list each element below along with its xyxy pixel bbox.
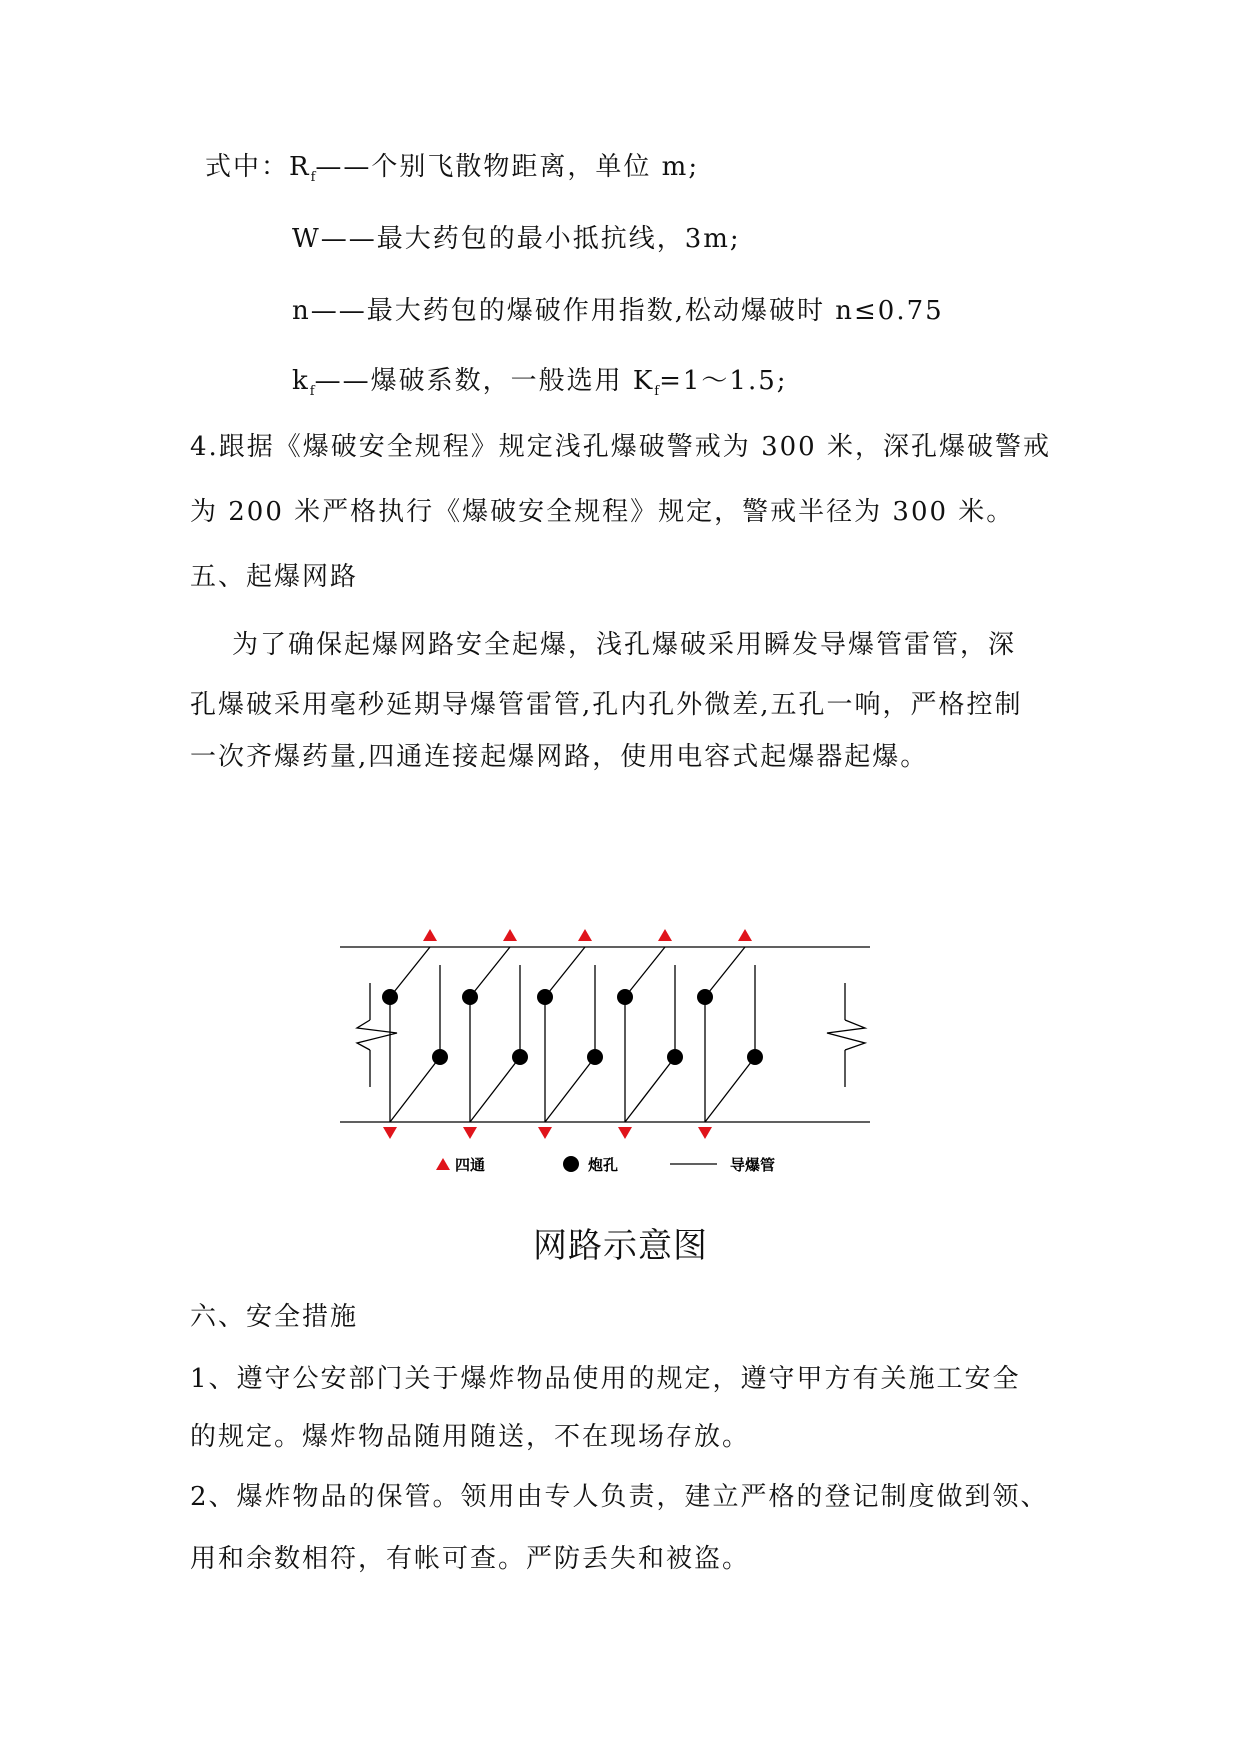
lower-diagonal-tube	[470, 1057, 520, 1122]
section6-heading: 六、安全措施	[190, 1302, 359, 1332]
section6-item1-line2: 的规定。爆炸物品随用随送，不在现场存放。	[190, 1422, 751, 1452]
tee-connector-top	[658, 929, 672, 941]
blast-hole	[537, 989, 553, 1005]
rf-subscript: f	[310, 170, 316, 185]
kf-text-a: ——爆破系数，一般选用 K	[314, 366, 655, 396]
rf-text: ——个别飞散物距离，单位 m;	[315, 152, 700, 182]
hole-legend-icon	[563, 1156, 579, 1172]
tube-legend-label: 导爆管	[730, 1156, 776, 1174]
upper-diagonal-tube	[545, 947, 585, 997]
kf-text-b: =1～1.5;	[659, 366, 788, 396]
hole-legend-label: 炮孔	[588, 1156, 619, 1174]
tee-legend-icon	[436, 1158, 450, 1170]
lower-diagonal-tube	[545, 1057, 595, 1122]
section6-item2-line1: 2、爆炸物品的保管。领用由专人负责，建立严格的登记制度做到领、	[190, 1482, 1049, 1512]
tee-connector-top	[423, 929, 437, 941]
section6-item2-line2: 用和余数相符，有帐可查。严防丢失和被盗。	[190, 1544, 751, 1574]
formula-prefix: 式中：	[205, 152, 290, 182]
item4-line1: 4.跟据《爆破安全规程》规定浅孔爆破警戒为 300 米，深孔爆破警戒	[190, 432, 1051, 462]
tee-legend-label: 四通	[455, 1156, 486, 1174]
detonation-units	[382, 929, 825, 1139]
blast-hole	[697, 989, 713, 1005]
blast-hole	[587, 1049, 603, 1065]
upper-diagonal-tube	[625, 947, 665, 997]
blast-hole	[747, 1049, 763, 1065]
initiation-network-diagram	[335, 925, 895, 1195]
tee-connector-top	[503, 929, 517, 941]
kf-definition	[292, 364, 788, 409]
legend	[436, 1156, 775, 1174]
rf-symbol: R	[289, 152, 311, 182]
upper-diagonal-tube	[390, 947, 430, 997]
blast-hole	[432, 1049, 448, 1065]
blast-hole	[382, 989, 398, 1005]
section5-heading: 五、起爆网路	[190, 562, 359, 592]
diagram-caption: 网路示意图	[533, 1226, 708, 1266]
item4-line2: 为 200 米严格执行《爆破安全规程》规定，警戒半径为 300 米。	[190, 497, 1015, 527]
right-break-symbol	[827, 1020, 865, 1050]
section5-paragraph-line2: 孔爆破采用毫秒延期导爆管雷管,孔内孔外微差,五孔一响，严格控制	[190, 690, 1023, 720]
tee-connector-bottom	[538, 1127, 552, 1139]
kf-symbol: k	[292, 366, 310, 396]
upper-diagonal-tube	[470, 947, 510, 997]
rf-definition	[205, 150, 699, 195]
tee-connector-bottom	[698, 1127, 712, 1139]
left-break-symbol	[357, 1020, 397, 1050]
blast-hole	[512, 1049, 528, 1065]
blast-hole	[617, 989, 633, 1005]
blast-hole	[462, 989, 478, 1005]
w-definition: W——最大药包的最小抵抗线，3m;	[292, 224, 741, 254]
section5-paragraph-line1: 为了确保起爆网路安全起爆，浅孔爆破采用瞬发导爆管雷管，深	[232, 630, 1017, 660]
section5-paragraph-line3: 一次齐爆药量,四通连接起爆网路，使用电容式起爆器起爆。	[190, 742, 929, 772]
blast-hole	[667, 1049, 683, 1065]
lower-diagonal-tube	[390, 1057, 440, 1122]
diagram-frame	[340, 947, 870, 1122]
upper-diagonal-tube	[705, 947, 745, 997]
tee-connector-bottom	[618, 1127, 632, 1139]
tee-connector-top	[738, 929, 752, 941]
tee-connector-bottom	[383, 1127, 397, 1139]
n-definition: n——最大药包的爆破作用指数,松动爆破时 n≤0.75	[292, 296, 944, 326]
section6-item1-line1: 1、遵守公安部门关于爆炸物品使用的规定，遵守甲方有关施工安全	[190, 1364, 1021, 1394]
tee-connector-bottom	[463, 1127, 477, 1139]
lower-diagonal-tube	[705, 1057, 755, 1122]
lower-diagonal-tube	[625, 1057, 675, 1122]
tee-connector-top	[578, 929, 592, 941]
kf-subscript: f	[309, 384, 315, 399]
kf-subscript2: f	[654, 384, 660, 399]
